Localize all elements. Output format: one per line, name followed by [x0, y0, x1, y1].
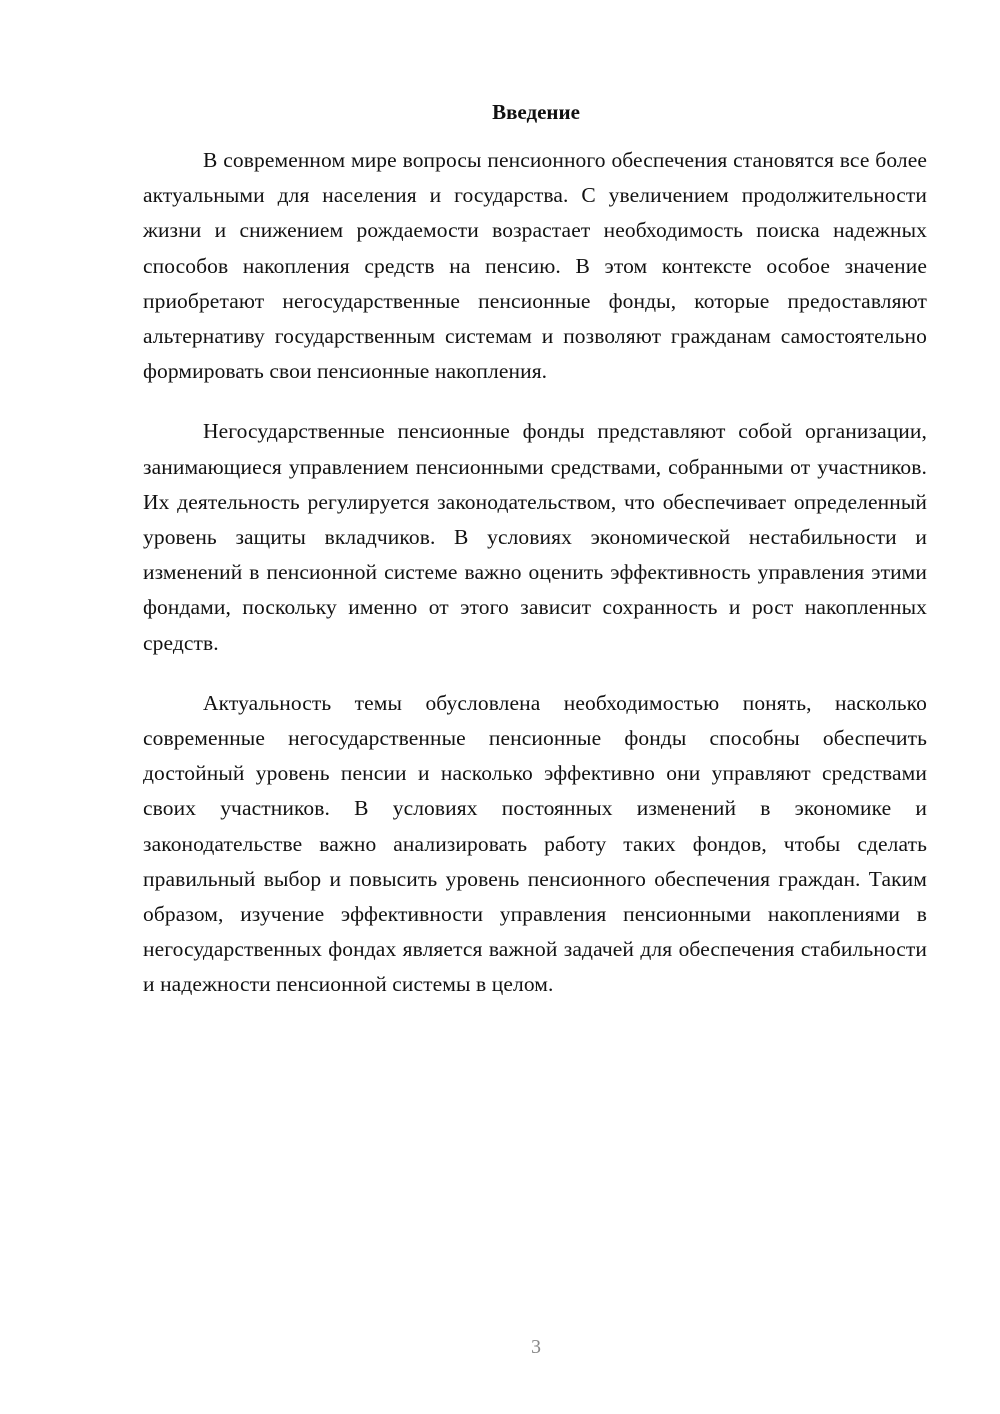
paragraph: В современном мире вопросы пенсионного обеспечения становятся все более актуальными для населения и государства. С увеличением продолжительности жизни и снижением рождаемости возрастает необходимость поиска надежных способов накопления средств на пенсию. В этом контексте особое значение приобретают негосударственные пенсионные фонды, которые предоставляют альтернативу государственным системам и позволяют гражданам самостоятельно формировать свои пенсионные накопления.	[143, 148, 927, 384]
paragraph: Актуальность темы обусловлена необходимостью понять, насколько современные негосударственные пенсионные фонды способны обеспечить достойный уровень пенсии и насколько эффективно они управляют средствами своих участников. В условиях постоянных изменений в экономике и законодательстве важно анализировать работу таких фондов, чтобы сделать правильный выбор и повысить уровень пенсионного обеспечения граждан. Таким образом, изучение эффективности управления пенсионными накоплениями в негосударственных фондах является важной задачей для обеспечения стабильности и надежности пенсионной системы в целом.	[143, 690, 927, 997]
page-number: 3	[531, 1336, 541, 1358]
paragraph: Негосударственные пенсионные фонды представляют собой организации, занимающиеся управлением пенсионными средствами, собранными от участников. Их деятельность регулируется законодательством, что обеспечивает определенный уровень защиты вкладчиков. В условиях экономической нестабильности и изменений в пенсионной системе важно оценить эффективность управления этими фондами, поскольку именно от этого зависит сохранность и рост накопленных средств.	[143, 419, 927, 655]
section-title: Введение	[492, 100, 580, 124]
body-text	[143, 143, 927, 1028]
